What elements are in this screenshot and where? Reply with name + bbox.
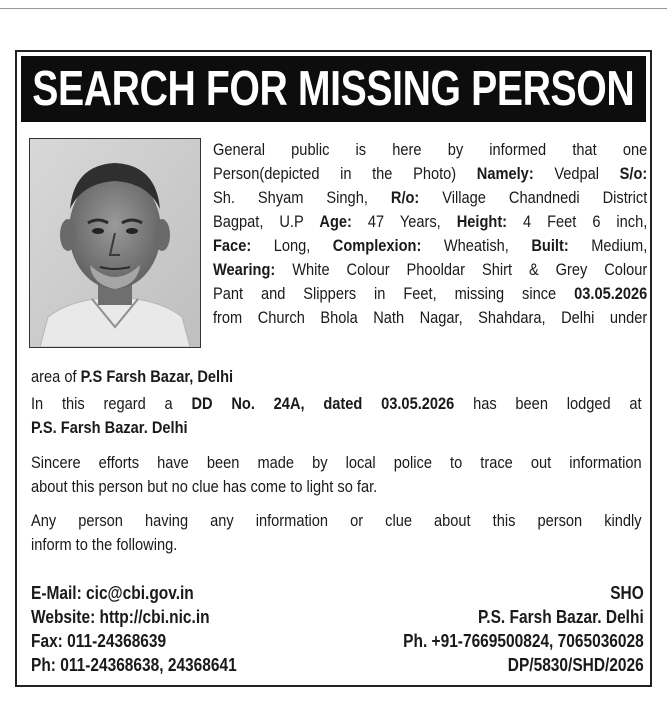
contact-details: [31, 581, 237, 677]
bold-label: Age:: [319, 212, 352, 231]
bold-label: P.S. Farsh Bazar. Delhi: [31, 418, 188, 437]
authority-station: P.S. Farsh Bazar. Delhi: [478, 607, 644, 627]
area-line: [31, 366, 642, 390]
bold-label: Wearing:: [213, 260, 276, 279]
bio-line: from Church Bhola Nath Nagar, Shahdara, Delhi under: [213, 308, 648, 327]
info-line: Any person having any information or clue about this person kindly: [31, 511, 642, 530]
authority-phone: Ph. +91-7669500824, 7065036028: [403, 631, 644, 651]
efforts-paragraph: [31, 452, 642, 500]
bold-label: Face:: [213, 236, 252, 255]
missing-person-photo: [29, 138, 201, 348]
headline: SEARCH FOR MISSING PERSON: [32, 62, 635, 116]
bio-line: Bagpat, U.P Age: 47 Years, Height: 4 Feet 6 inch,: [213, 212, 648, 231]
bold-label: R/o:: [390, 188, 420, 207]
efforts-line: Sincere efforts have been made by local police to trace out information: [31, 453, 642, 472]
area-text: area of P.S Farsh Bazar, Delhi: [31, 367, 234, 386]
dd-paragraph: [31, 393, 642, 441]
authority-title: SHO: [610, 583, 644, 603]
fax-contact: Fax: 011-24368639: [31, 631, 167, 651]
info-request-paragraph: [31, 510, 642, 558]
bold-label: DD No. 24A, dated 03.05.2026: [191, 394, 455, 413]
email-contact[interactable]: E-Mail: cic@cbi.gov.in: [31, 583, 194, 603]
dd-line: [31, 417, 642, 441]
efforts-line: about this person but no clue has come to light so far.: [31, 477, 378, 496]
bold-label: P.S Farsh Bazar, Delhi: [80, 367, 234, 386]
phone-contact: Ph: 011-24368638, 24368641: [31, 655, 237, 675]
info-line: inform to the following.: [31, 535, 178, 554]
website-contact[interactable]: Website: http://cbi.nic.in: [31, 607, 210, 627]
bio-line: Sh. Shyam Singh, R/o: Village Chandnedi District: [213, 188, 648, 207]
missing-person-notice: [15, 50, 652, 687]
description-paragraph: [213, 139, 647, 331]
person-portrait-icon: [30, 139, 200, 347]
bold-label: Height:: [456, 212, 508, 231]
bold-label: Complexion:: [332, 236, 422, 255]
bold-label: S/o:: [619, 164, 648, 183]
authority-details: [403, 581, 644, 677]
headline-bar: [21, 56, 646, 122]
reference-number: DP/5830/SHD/2026: [508, 655, 644, 675]
top-divider: [0, 8, 667, 9]
bio-line: Pant and Slippers in Feet, missing since 03.05.2026: [213, 284, 648, 303]
bold-label: 03.05.2026: [574, 284, 648, 303]
bio-line: General public is here by informed that one: [213, 140, 648, 159]
bold-label: Built:: [531, 236, 569, 255]
dd-line: In this regard a DD No. 24A, dated 03.05.2026 has been lodged at: [31, 394, 642, 413]
bio-line: Person(depicted in the Photo) Namely: Vedpal S/o:: [213, 164, 648, 183]
bold-label: Namely:: [476, 164, 534, 183]
bio-line: Face: Long, Complexion: Wheatish, Built: Medium,: [213, 236, 648, 255]
bio-line: Wearing: White Colour Phooldar Shirt & Grey Colour: [213, 260, 648, 279]
